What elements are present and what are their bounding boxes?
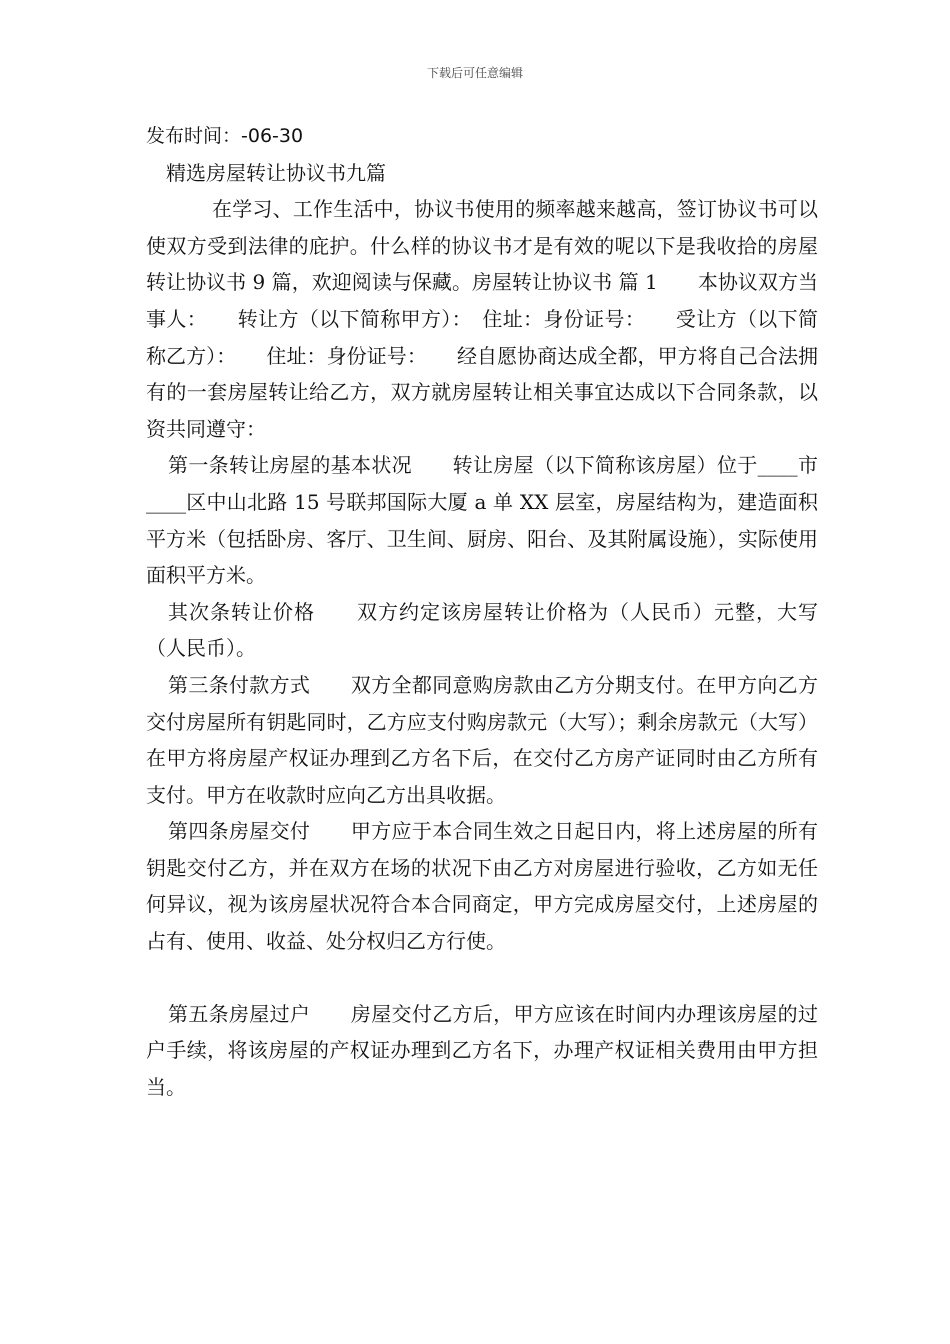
- paragraph-spacer: [146, 960, 818, 996]
- intro-paragraph: 在学习、工作生活中，协议书使用的频率越来越高，签订协议书可以使双方受到法律的庇护。什么样的协议书才是有效的呢以下是我收拾的房屋转让协议书 9 篇，欢迎阅读与保藏。房屋转让协议书 篇 1 本协议双方当事人： 转让方（以下简称甲方）： 住址：身份证号： 受让方（以下简称乙方）： 住址：身份证号： 经自愿协商达成全都，甲方将自己合法拥有的一套房屋转让给乙方，双方就房屋转让相关事宜达成以下合同条款，以资共同遵守：: [146, 197, 818, 441]
- clause-3-paragraph: 第三条付款方式 双方全都同意购房款由乙方分期支付。在甲方向乙方交付房屋所有钥匙同时，乙方应支付购房款元（大写）；剩余房款元（大写）在甲方将房屋产权证办理到乙方名下后，在交付乙方房产证同时由乙方所有支付。甲方在收款时应向乙方出具收据。: [146, 672, 818, 807]
- clause-5-paragraph: 第五条房屋过户 房屋交付乙方后，甲方应该在时间内办理该房屋的过户手续，将该房屋的产权证办理到乙方名下，办理产权证相关费用由甲方担当。: [146, 1001, 818, 1099]
- clause-1-paragraph: 第一条转让房屋的基本状况 转让房屋（以下简称该房屋）位于____市____区中山北路 15 号联邦国际大厦 a 单 XX 层室，房屋结构为，建造面积平方米（包括卧房、客厅、卫生间、厨房、阳台、及其附属设施），实际使用面积平方米。: [146, 453, 818, 588]
- page-header-note: 下载后可任意编辑: [426, 66, 523, 80]
- clause-4-paragraph: 第四条房屋交付 甲方应于本合同生效之日起日内，将上述房屋的所有钥匙交付乙方，并在双方在场的状况下由乙方对房屋进行验收，乙方如无任何异议，视为该房屋状况符合本合同商定，甲方完成房屋交付，上述房屋的占有、使用、收益、处分权归乙方行使。: [146, 819, 818, 954]
- document-title: 精选房屋转让协议书九篇: [166, 160, 386, 185]
- publish-date: 发布时间：-06-30: [146, 125, 304, 147]
- clause-2-paragraph: 其次条转让价格 双方约定该房屋转让价格为（人民币）元整，大写（人民币）。: [146, 599, 818, 661]
- document-body: [146, 118, 818, 1105]
